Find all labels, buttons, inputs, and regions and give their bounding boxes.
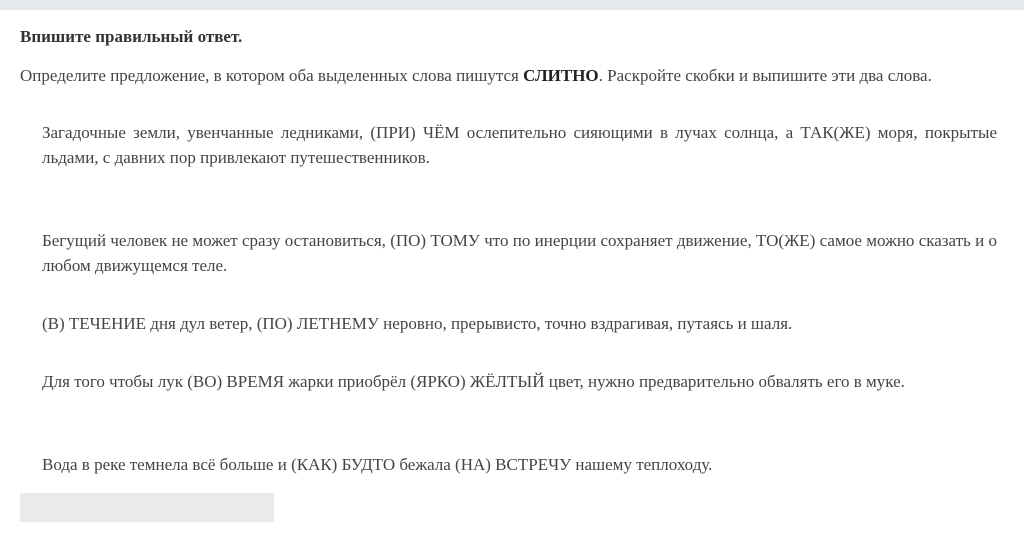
task-prompt-after: . Раскройте скобки и выпишите эти два слова.	[598, 66, 932, 85]
task-prompt-emphasis: СЛИТНО	[523, 66, 599, 85]
sentence-1: Загадочные земли, увенчанные ледниками, (ПРИ) ЧЁМ ослепительно сияющими в лучах солнца, а ТАК(ЖЕ) моря, покрытые льдами, с давних пор привлекают путешественников.	[42, 123, 997, 167]
sentence-4: Для того чтобы лук (ВО) ВРЕМЯ жарки приобрёл (ЯРКО) ЖЁЛТЫЙ цвет, нужно предварительно обвалять его в муке.	[42, 372, 905, 391]
task-prompt-before: Определите предложение, в котором оба выделенных слова пишутся	[20, 66, 524, 85]
task-prompt	[20, 66, 932, 86]
answer-input[interactable]	[20, 493, 274, 522]
task-instruction: Впишите правильный ответ.	[20, 27, 243, 46]
sentence-2: Бегущий человек не может сразу остановиться, (ПО) ТОМУ что по инерции сохраняет движение, ТО(ЖЕ) самое можно сказать и о любом движущемся теле.	[42, 231, 997, 275]
sentence-5: Вода в реке темнела всё больше и (КАК) БУДТО бежала (НА) ВСТРЕЧУ нашему теплоходу.	[42, 455, 713, 474]
top-divider-bar	[0, 0, 1024, 10]
sentence-3: (В) ТЕЧЕНИЕ дня дул ветер, (ПО) ЛЕТНЕМУ неровно, прерывисто, точно вздрагивая, путаясь и шаля.	[42, 314, 793, 333]
